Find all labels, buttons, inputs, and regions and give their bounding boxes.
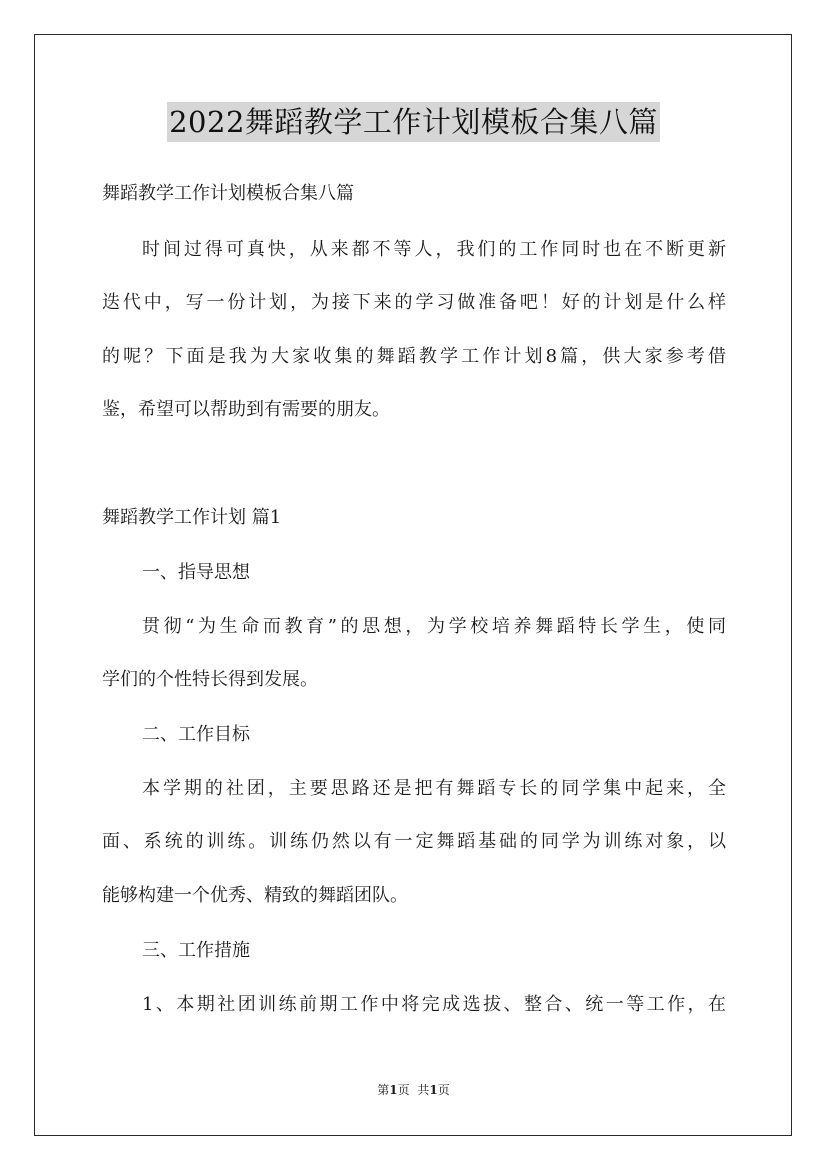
intro-line-2: 迭代中，写一份计划，为接下来的学习做准备吧！好的计划是什么样 — [102, 292, 726, 313]
footer-page-suffix: 页 — [397, 1083, 410, 1097]
title-container — [0, 102, 827, 142]
document-subtitle: 舞蹈教学工作计划模板合集八篇 — [102, 183, 354, 204]
goals-para-line-2: 面、系统的训练。训练仍然以有一定舞蹈基础的同学为训练对象，以 — [102, 831, 726, 852]
footer-total-prefix: 共 — [417, 1083, 430, 1097]
intro-line-3: 的呢？下面是我为大家收集的舞蹈教学工作计划8篇，供大家参考借 — [102, 346, 726, 367]
footer-page-prefix: 第 — [377, 1083, 390, 1097]
heading-work-measures: 三、工作措施 — [142, 940, 250, 961]
guiding-para-line-2: 学们的个性特长得到发展。 — [102, 669, 318, 690]
document-title: 2022舞蹈教学工作计划模板合集八篇 — [167, 102, 660, 142]
footer-total-number: 1 — [429, 1083, 438, 1097]
intro-line-4: 鉴，希望可以帮助到有需要的朋友。 — [102, 399, 390, 420]
goals-para-line-3: 能够构建一个优秀、精致的舞蹈团队。 — [102, 885, 408, 906]
measures-para-line-1: 1、本期社团训练前期工作中将完成选拔、整合、统一等工作，在 — [142, 994, 726, 1015]
goals-para-line-1: 本学期的社团，主要思路还是把有舞蹈专长的同学集中起来，全 — [142, 778, 726, 799]
guiding-para-line-1: 贯彻“为生命而教育”的思想，为学校培养舞蹈特长学生，使同 — [142, 616, 726, 637]
heading-guiding-thought: 一、指导思想 — [142, 562, 250, 583]
page-footer — [0, 1082, 827, 1098]
intro-line-1: 时间过得可真快，从来都不等人，我们的工作同时也在不断更新 — [142, 239, 726, 260]
footer-total-suffix: 页 — [437, 1083, 450, 1097]
footer-page-number: 1 — [389, 1083, 398, 1097]
section-heading: 舞蹈教学工作计划 篇1 — [102, 507, 282, 528]
heading-work-goals: 二、工作目标 — [142, 724, 250, 745]
